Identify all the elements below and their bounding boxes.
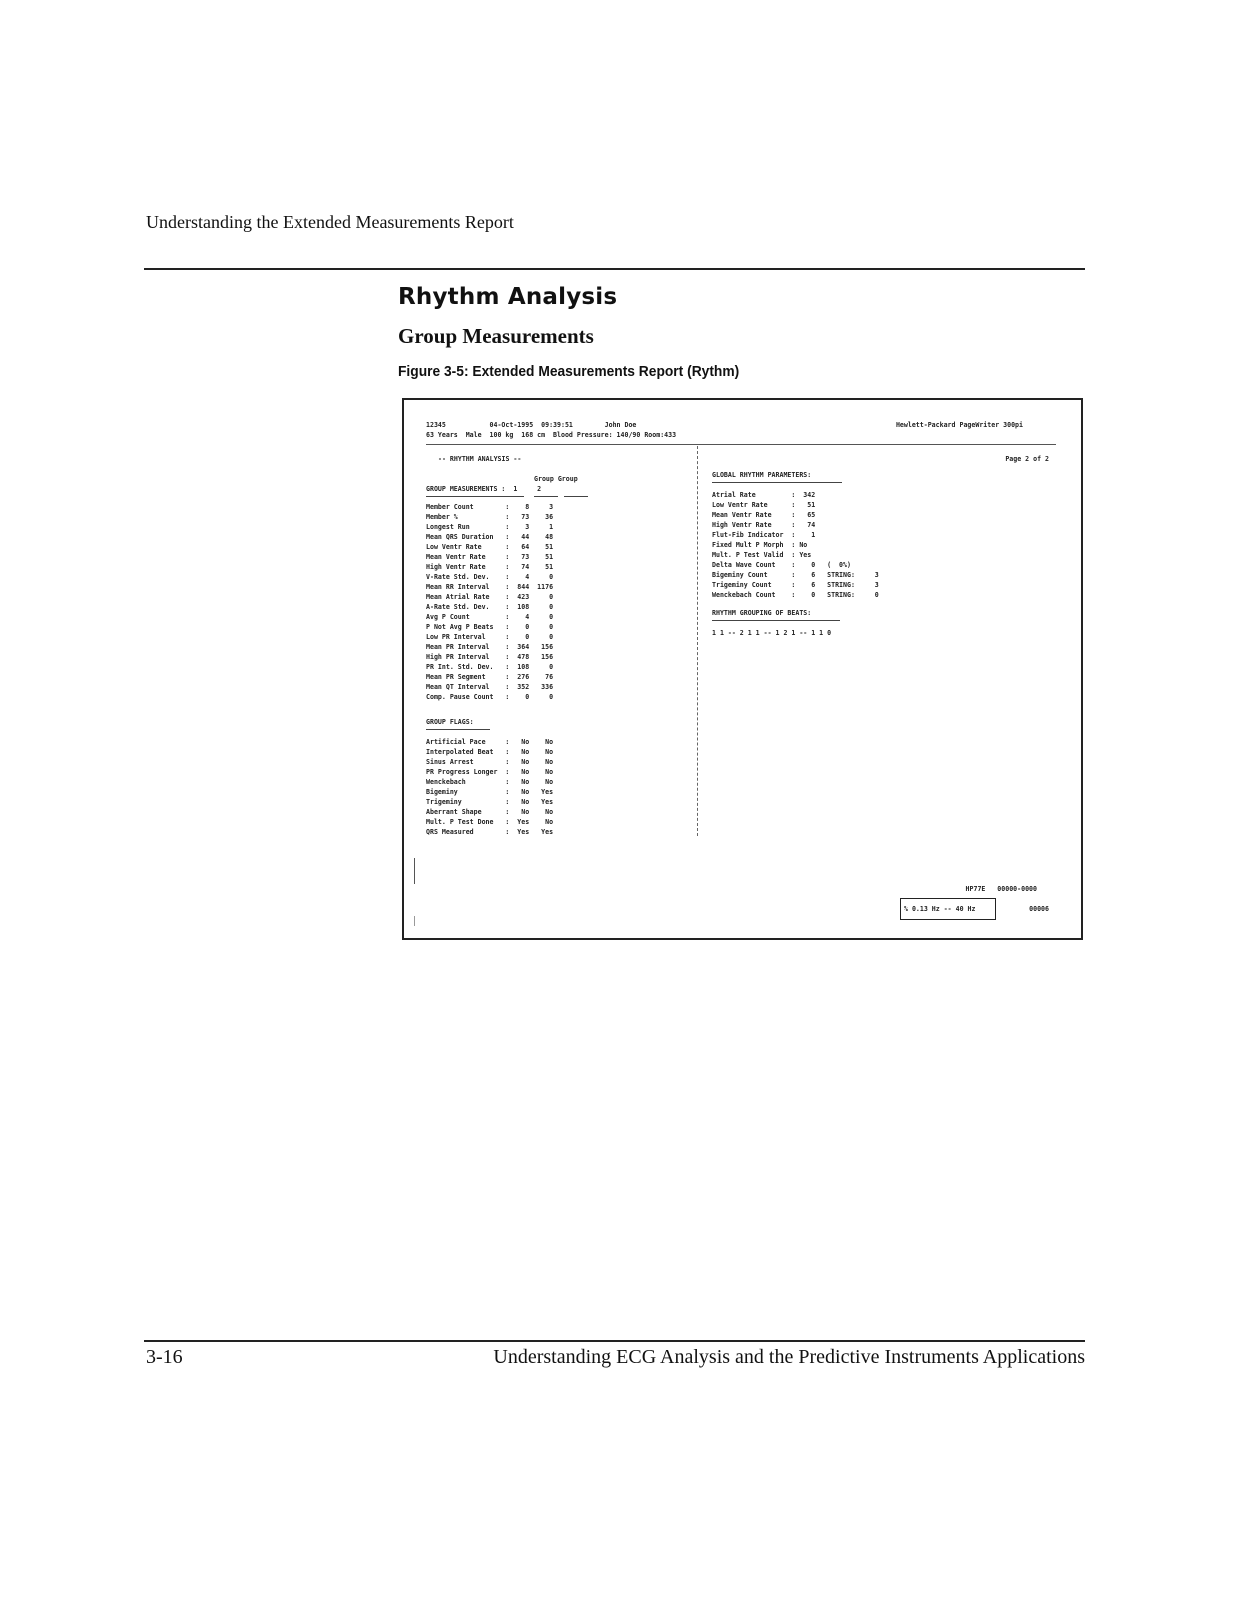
global-rhythm-underline — [712, 482, 842, 483]
report-line: Flut-Fib Indicator : 1 — [712, 531, 816, 539]
figure-caption: Figure 3-5: Extended Measurements Report (Rythm) — [398, 363, 740, 380]
report-line: Mean Ventr Rate : 73 51 — [426, 553, 554, 561]
group-flags-list — [426, 737, 553, 837]
book-title: Understanding ECG Analysis and the Predictive Instruments Applications — [493, 1346, 1085, 1368]
global-rhythm-title: GLOBAL RHYTHM PARAMETERS: — [712, 471, 812, 479]
page-number: 3-16 — [146, 1346, 183, 1368]
report-line: Mult. P Test Valid : Yes — [712, 551, 812, 559]
column-divider — [697, 446, 698, 836]
rhythm-grouping-title: RHYTHM GROUPING OF BEATS: — [712, 609, 812, 617]
report-line: Longest Run : 3 1 — [426, 523, 554, 531]
report-line: Low Ventr Rate : 51 — [712, 501, 816, 509]
report-line: Low PR Interval : 0 0 — [426, 633, 554, 641]
report-line: Bigeminy Count : 6 STRING: 3 — [712, 571, 879, 579]
section-title: Rhythm Analysis — [398, 284, 618, 310]
report-line: Avg P Count : 4 0 — [426, 613, 554, 621]
report-line: High PR Interval : 478 156 — [426, 653, 554, 661]
bottom-rule — [144, 1340, 1085, 1342]
report-section-heading: -- RHYTHM ANALYSIS -- — [438, 455, 522, 463]
group-flags-underline — [426, 729, 490, 730]
report-printer-name: Hewlett-Packard PageWriter 300pi — [895, 421, 1023, 429]
report-line: High Ventr Rate : 74 — [712, 521, 816, 529]
ecg-report-figure — [402, 398, 1083, 940]
report-header-line-1: 12345 04-Oct-1995 09:39:51 John Doe — [426, 421, 637, 429]
report-line: Member % : 73 36 — [426, 513, 554, 521]
group-header-underline — [426, 496, 524, 497]
report-line: Mult. P Test Done : Yes No — [426, 818, 554, 826]
report-line: Mean QRS Duration : 44 48 — [426, 533, 554, 541]
filter-scale-text: % 0.13 Hz -- 40 Hz — [904, 905, 976, 913]
report-line: Artificial Pace : No No — [426, 738, 554, 746]
report-line: A-Rate Std. Dev. : 108 0 — [426, 603, 554, 611]
report-line: Mean Atrial Rate : 423 0 — [426, 593, 554, 601]
margin-mark — [414, 858, 415, 884]
report-line: Comp. Pause Count : 0 0 — [426, 693, 554, 701]
report-line: Atrial Rate : 342 — [712, 491, 816, 499]
report-line: Member Count : 8 3 — [426, 503, 554, 511]
rhythm-grouping-underline — [712, 620, 840, 621]
report-line: Mean QT Interval : 352 336 — [426, 683, 554, 691]
report-line: PR Int. Std. Dev. : 108 0 — [426, 663, 554, 671]
report-header-rule — [426, 444, 1056, 445]
report-line: Delta Wave Count : 0 ( 0%) — [712, 561, 851, 569]
group-measurements-header: GROUP MEASUREMENTS : 1 2 — [426, 485, 542, 493]
report-page-label: Page 2 of 2 — [1005, 455, 1049, 463]
report-line: Sinus Arrest : No No — [426, 758, 554, 766]
report-line: P Not Avg P Beats : 0 0 — [426, 623, 554, 631]
report-line: Fixed Mult P Morph : No — [712, 541, 808, 549]
report-line: Bigeminy : No Yes — [426, 788, 554, 796]
report-line: Mean Ventr Rate : 65 — [712, 511, 816, 519]
running-head: Understanding the Extended Measurements Report — [146, 212, 514, 232]
report-line: Trigeminy : No Yes — [426, 798, 554, 806]
report-line: Mean PR Interval : 364 156 — [426, 643, 554, 651]
group-2-underline — [564, 496, 588, 497]
report-line: QRS Measured : Yes Yes — [426, 828, 554, 836]
group-column-header: Group Group — [534, 475, 578, 483]
report-line: Interpolated Beat : No No — [426, 748, 554, 756]
report-line: High Ventr Rate : 74 51 — [426, 563, 554, 571]
report-line: Aberrant Shape : No No — [426, 808, 554, 816]
report-line: Wenckebach : No No — [426, 778, 554, 786]
group-flags-title: GROUP FLAGS: — [426, 718, 474, 726]
report-id-code: HP77E 00000-0000 — [965, 885, 1037, 893]
report-line: PR Progress Longer : No No — [426, 768, 554, 776]
report-form-number: 00006 — [1029, 905, 1049, 913]
report-line: Low Ventr Rate : 64 51 — [426, 543, 554, 551]
group-measurements-list — [426, 502, 553, 702]
report-line: Trigeminy Count : 6 STRING: 3 — [712, 581, 879, 589]
report-line: Mean RR Interval : 844 1176 — [426, 583, 554, 591]
top-rule — [144, 268, 1085, 270]
group-1-underline — [534, 496, 558, 497]
report-line: Wenckebach Count : 0 STRING: 0 — [712, 591, 879, 599]
report-line: V-Rate Std. Dev. : 4 0 — [426, 573, 554, 581]
subsection-title: Group Measurements — [398, 324, 594, 348]
global-rhythm-list — [712, 490, 879, 600]
report-line: Mean PR Segment : 276 76 — [426, 673, 554, 681]
rhythm-grouping-sequence: 1 1 -- 2 1 1 -- 1 2 1 -- 1 1 0 — [712, 629, 832, 637]
margin-mark-lower — [414, 916, 415, 926]
report-header-line-2: 63 Years Male 100 kg 168 cm Blood Pressure: 140/90 Room:433 — [426, 431, 677, 439]
